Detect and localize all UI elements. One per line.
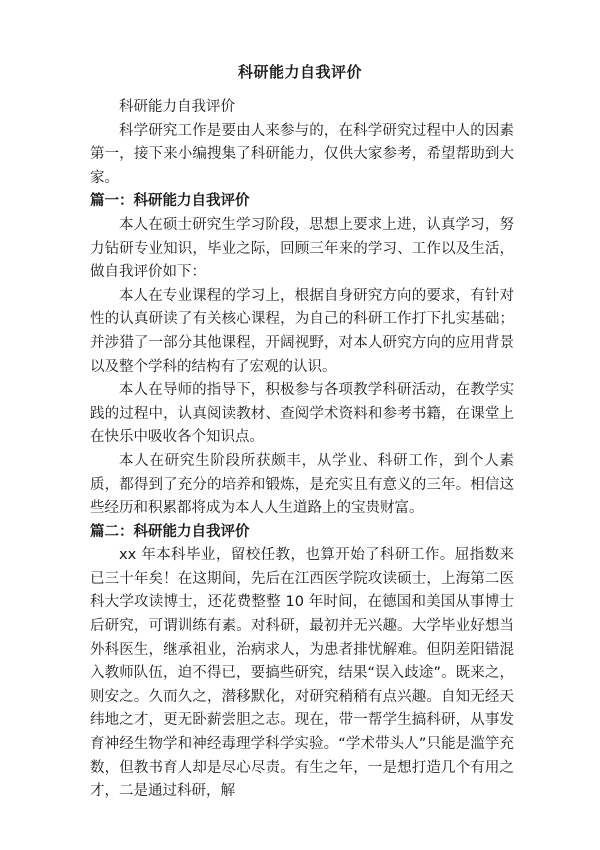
paragraph: 本人在研究生阶段所获颇丰，从学业、科研工作，到个人素质，都得到了充分的培养和锻炼，是充实且有意义的三年。相信这些经历和积累都将成为本人人生道路上的宝贵财富。 bbox=[90, 452, 514, 517]
intro-paragraph: 科学研究工作是要由人来参与的，在科学研究过程中人的因素第一，接下来小编搜集了科研能力，仅供大家参考，希望帮助到大家。 bbox=[90, 122, 514, 186]
section-heading-1: 篇一：科研能力自我评价 bbox=[90, 193, 250, 210]
paragraph: xx 年本科毕业，留校任教，也算开始了科研工作。屈指数来已三十年矣！在这期间，先后在江西医学院攻读硕士，上海第二医科大学攻读博士，还花费整整 10 年时间，在德国和美国从事博士后研究，可谓训练有素。对科研，最初并无兴趣。大学毕业好想当外科医生，继承祖业，治病求人，为患者排忧解难。但阴差阳错混入教师队伍，迫不得已，要搞些研究，结果“误入歧途”。既来之，则安之。久而久之，潜移默化，对研究稍稍有点兴趣。自知无经天纬地之才，更无卧薪尝胆之志。现在，带一帮学生搞科研，从事发育神经生物学和神经毒理学科学实验。“学术带头人”只能是滥竽充数，但教书育人却是尽心尽责。有生之年，一是想打造几个有用之才，二是通过科研，解 bbox=[90, 547, 514, 800]
paragraph: 本人在专业课程的学习上，根据自身研究方向的要求，有针对性的认真研读了有关核心课程，为自己的科研工作打下扎实基础；并涉猎了一部分其他课程，开阔视野，对本人研究方向的应用背景以及整个学科的结构有了宏观的认识。 bbox=[90, 287, 514, 375]
intro-heading-line: 科研能力自我评价 bbox=[119, 99, 235, 115]
section-heading-2: 篇二：科研能力自我评价 bbox=[90, 523, 250, 540]
paragraph: 本人在硕士研究生学习阶段，思想上要求上进，认真学习，努力钻研专业知识，毕业之际，回顾三年来的学习、工作以及生活，做自我评价如下： bbox=[90, 216, 514, 281]
document-title: 科研能力自我评价 bbox=[237, 63, 362, 81]
paragraph: 本人在导师的指导下，积极参与各项教学科研活动，在教学实践的过程中，认真阅读教材、查阅学术资料和参考书籍，在课堂上在快乐中吸收各个知识点。 bbox=[90, 382, 514, 446]
document-body bbox=[90, 96, 514, 804]
